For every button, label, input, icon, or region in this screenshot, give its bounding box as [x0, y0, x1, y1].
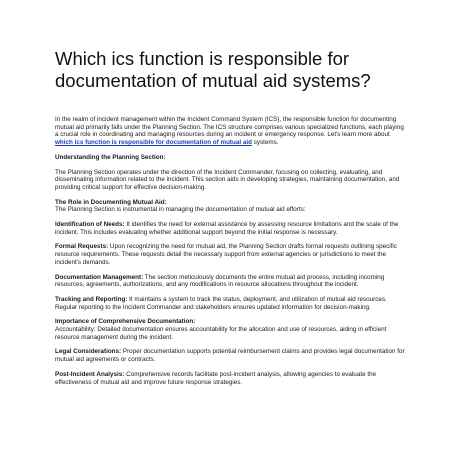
legal-text: Proper documentation supports potential reimbursement claims and provides legal documentation for mutual aid agreements or contracts. [55, 348, 405, 364]
page-title: Which ics function is responsible for documentation of mutual aid systems? [55, 48, 371, 91]
item-identification [55, 221, 405, 236]
item-identification-text: It identifies the need for external assistance by assessing resource limitations and the scale of the incident. This includes evaluating whether additional support beyond the initial response is necessary. [55, 221, 399, 236]
item-identification-label: Identification of Needs: [55, 221, 125, 229]
item-tracking-reporting [55, 296, 405, 311]
intro-text: In the realm of incident management within the Incident Command System (ICS), the responsible function for documenting mutual aid primarily falls under the Planning Section. The ICS structure comprises various specialized functions, each playing a crucial role in coordinating and managing resources during an incident or emergency response. Let's learn more about [55, 116, 404, 139]
role-heading: The Role in Documenting Mutual Aid: [55, 198, 167, 206]
article-link[interactable]: which ics function is responsible for documentation of mutual aid [55, 139, 252, 147]
role-paragraph [55, 199, 405, 214]
article-body [55, 116, 405, 386]
understanding-paragraph: The Planning Section operates under the direction of the Incident Commander, focusing on collecting, evaluating, and disseminating information related to the incident. This section aids in developing strategies, maintaining documentation, and providing critical support for effective decision-making. [55, 168, 400, 191]
importance-paragraph [55, 318, 405, 341]
intro-after-link: systems. [251, 139, 279, 147]
understanding-heading: Understanding the Planning Section: [55, 153, 166, 161]
item-tracking-reporting-label: Tracking and Reporting: [55, 295, 128, 303]
post-incident-paragraph [55, 371, 405, 386]
item-formal-requests-label: Formal Requests: [55, 243, 109, 251]
post-incident-label: Post-Incident Analysis: [55, 370, 125, 378]
post-incident-text: Comprehensive records facilitate post-incident analysis, allowing agencies to evaluate the effectiveness of mutual aid and improve future response strategies. [55, 370, 377, 386]
item-documentation-management-label: Documentation Management: [55, 273, 144, 281]
understanding-heading-paragraph [55, 154, 405, 162]
intro-paragraph [55, 116, 405, 147]
importance-text: Accountability: Detailed documentation ensures accountability for the allocation and use of resources, aiding in efficient resource management during the incident. [55, 326, 387, 341]
role-text: The Planning Section is instrumental in managing the documentation of mutual aid efforts: [55, 206, 306, 214]
item-formal-requests-text: Upon recognizing the need for mutual aid, the Planning Section drafts formal requests outlining specific resource requirements. These requests detail the necessary support from external agencies or jurisdictions to meet the incident's demands. [55, 243, 397, 266]
legal-label: Legal Considerations: [55, 348, 122, 356]
item-documentation-management [55, 274, 405, 289]
item-formal-requests [55, 243, 405, 266]
legal-paragraph [55, 348, 405, 363]
item-documentation-management-text: The section meticulously documents the entire mutual aid process, including incoming resources, agreements, authorizations, and any modifications in resource allocations throughout the incident. [55, 273, 385, 289]
importance-heading: Importance of Comprehensive Documentation: [55, 318, 196, 326]
item-tracking-reporting-text: It maintains a system to track the status, deployment, and utilization of mutual aid resources. Regular reporting to the Incident Commander and stakeholders ensures updated information for decision-making. [55, 295, 387, 311]
